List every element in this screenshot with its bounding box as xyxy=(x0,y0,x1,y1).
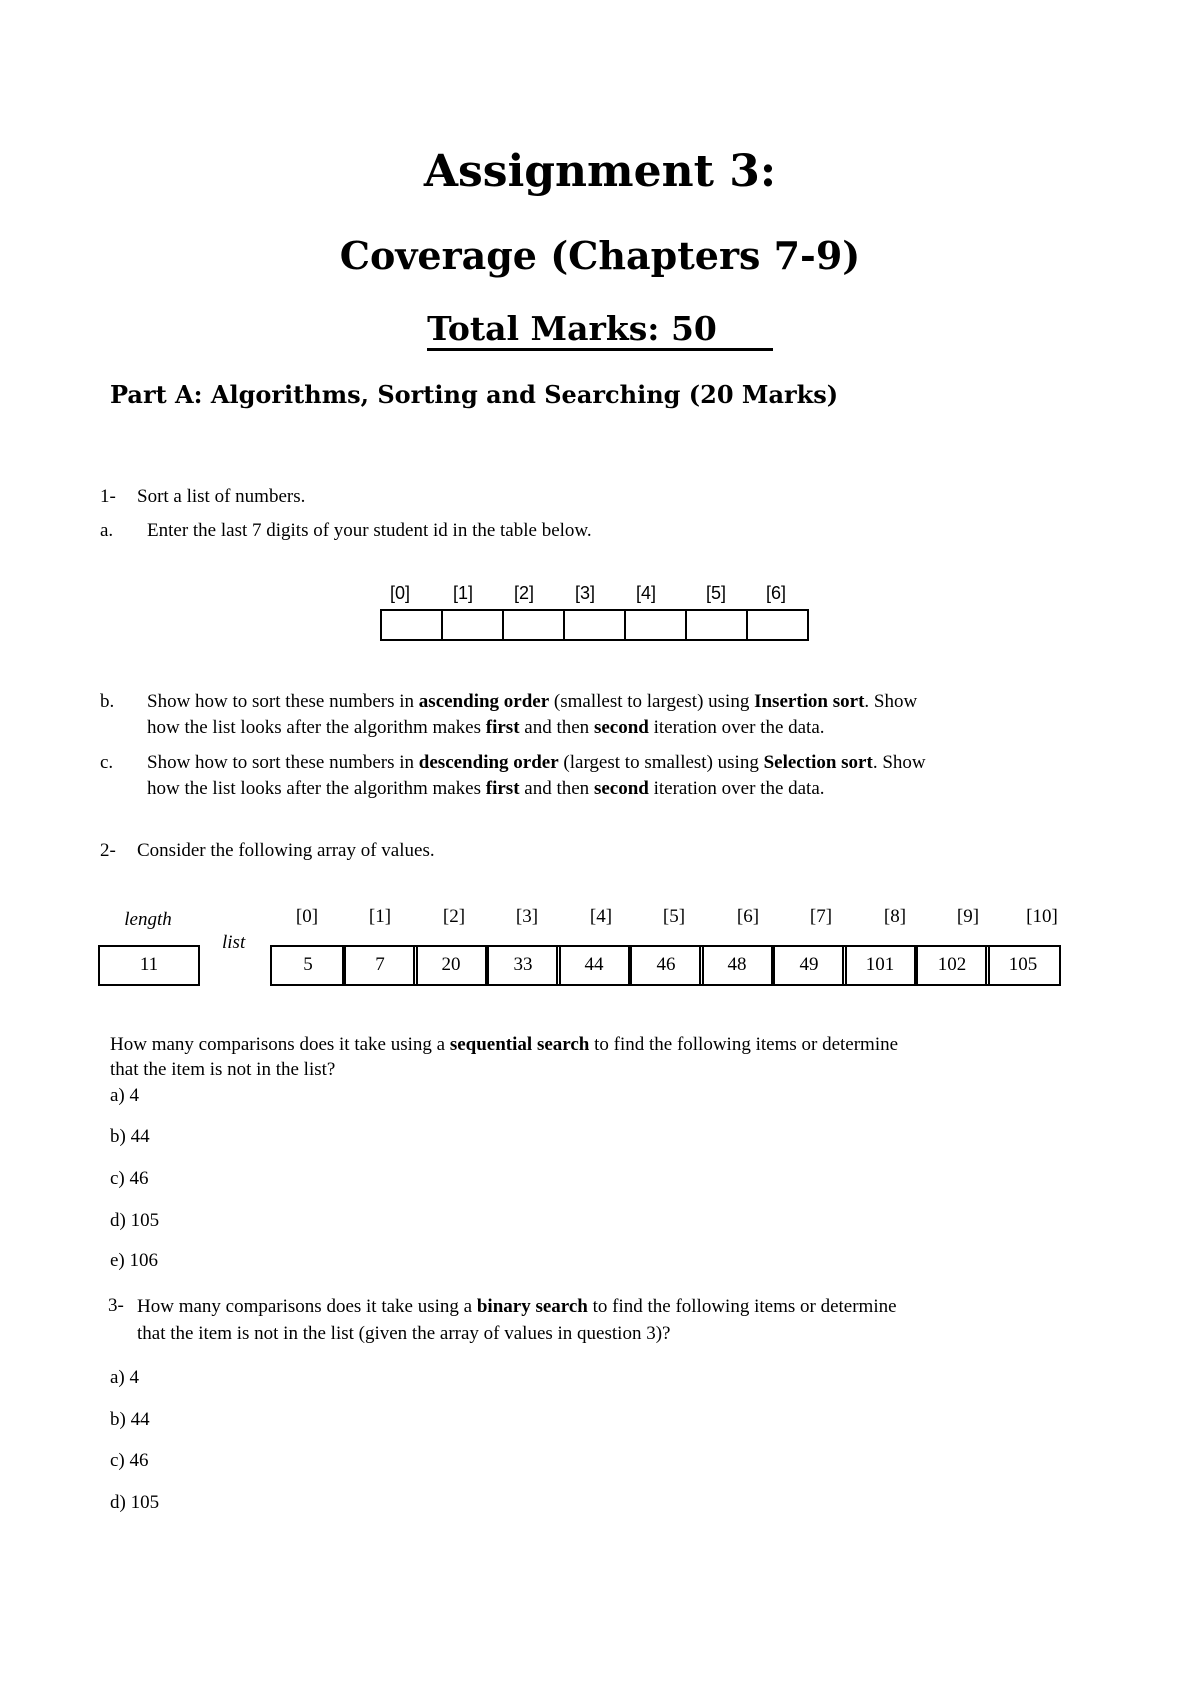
q1c-second: second xyxy=(593,778,649,799)
q2-array-cell: 46 xyxy=(628,945,704,986)
list-label: list xyxy=(222,932,246,953)
q1c-part-2: (largest to smallest) using xyxy=(558,752,764,773)
q2-index-label: [9] xyxy=(956,906,980,927)
student-id-cell[interactable] xyxy=(380,609,443,641)
answer-item: a) 4 xyxy=(110,1085,140,1106)
answer-item: a) 4 xyxy=(110,1367,140,1388)
q3-question-part-2: to find the following items or determine xyxy=(587,1296,897,1317)
student-id-cell[interactable] xyxy=(563,609,626,641)
q1c-part-7: and then xyxy=(519,778,594,799)
answer-item: b) 44 xyxy=(110,1409,150,1430)
q2-array-cell: 105 xyxy=(985,945,1061,986)
q1-text: Sort a list of numbers. xyxy=(137,486,306,507)
q2-question xyxy=(110,1032,1070,1082)
q1b-insertion-sort: Insertion sort xyxy=(754,691,865,712)
answer-item: d) 105 xyxy=(110,1210,160,1231)
total-marks-title xyxy=(0,306,1200,352)
student-id-cell[interactable] xyxy=(624,609,687,641)
q2-array-cell: 48 xyxy=(699,945,775,986)
q1a-label: a. xyxy=(100,520,114,541)
q1b-part-9: iteration over the data. xyxy=(648,717,825,738)
q2-index-label: [3] xyxy=(515,906,539,927)
answer-item: b) 44 xyxy=(110,1126,150,1147)
q1c-part-5: how the list looks after the algorithm makes xyxy=(147,778,486,799)
q1-index-label: [4] xyxy=(635,583,656,603)
q2-array-cell: 7 xyxy=(342,945,418,986)
student-id-cell[interactable] xyxy=(746,609,809,641)
q2-number: 2- xyxy=(100,840,116,861)
q2-array-cell: 44 xyxy=(556,945,632,986)
q2-question-part-2: to find the following items or determine xyxy=(589,1034,899,1055)
q1b-part-0: Show how to sort these numbers in xyxy=(147,691,419,712)
q2-index-label: [6] xyxy=(736,906,760,927)
q1b-part-5: how the list looks after the algorithm makes xyxy=(147,717,486,738)
q2-sequential-search: sequential search xyxy=(449,1034,590,1055)
q1-index-label: [1] xyxy=(452,583,473,603)
answer-item: c) 46 xyxy=(110,1450,149,1471)
q2-index-label: [10] xyxy=(1026,906,1058,927)
q1b-second: second xyxy=(593,717,649,738)
q2-index-label: [8] xyxy=(883,906,907,927)
q1a-text: Enter the last 7 digits of your student id in the table below. xyxy=(147,520,592,541)
coverage-title: Coverage (Chapters 7-9) xyxy=(339,233,861,278)
student-id-cell[interactable] xyxy=(441,609,504,641)
q1c-text xyxy=(147,750,1087,802)
q3-question xyxy=(137,1293,1097,1347)
q2-index-label: [1] xyxy=(368,906,392,927)
q1c-part-0: Show how to sort these numbers in xyxy=(147,752,419,773)
q3-question-part-3: that the item is not in the list (given the array of values in question 3)? xyxy=(137,1323,671,1344)
q1c-part-9: iteration over the data. xyxy=(648,778,825,799)
q2-index-label: [4] xyxy=(589,906,613,927)
length-label: length xyxy=(124,909,172,930)
q1c-part-4: . Show xyxy=(872,752,926,773)
q2-array-cell: 49 xyxy=(771,945,847,986)
q1b-first: first xyxy=(485,717,520,738)
q3-number: 3- xyxy=(108,1295,124,1316)
q1-index-label: [6] xyxy=(765,583,786,603)
q2-index-label: [5] xyxy=(662,906,686,927)
q2-array-cell: 33 xyxy=(485,945,561,986)
q2-index-label: [7] xyxy=(809,906,833,927)
q1-index-label: [3] xyxy=(574,583,595,603)
q1b-text xyxy=(147,689,1087,741)
q2-question-part-0: How many comparisons does it take using a xyxy=(110,1034,450,1055)
answer-item: e) 106 xyxy=(110,1250,159,1271)
q1b-part-7: and then xyxy=(519,717,594,738)
q1b-label: b. xyxy=(100,691,115,712)
q1b-part-2: (smallest to largest) using xyxy=(549,691,755,712)
q2-array-cell: 20 xyxy=(413,945,489,986)
student-id-cell[interactable] xyxy=(502,609,565,641)
q1-index-label: [0] xyxy=(389,583,410,603)
answer-item: c) 46 xyxy=(110,1168,149,1189)
q2-question-part-3: that the item is not in the list? xyxy=(110,1059,336,1080)
answer-item: d) 105 xyxy=(110,1492,160,1513)
q1c-label: c. xyxy=(100,752,114,773)
q1c-first: first xyxy=(485,778,520,799)
q3-question-part-0: How many comparisons does it take using a xyxy=(137,1296,477,1317)
q2-array-cell: 5 xyxy=(270,945,346,986)
q1b-ascending-order: ascending order xyxy=(418,691,550,712)
q3-binary-search: binary search xyxy=(476,1296,588,1317)
q2-index-label: [2] xyxy=(442,906,466,927)
q1c-selection-sort: Selection sort xyxy=(763,752,873,773)
length-value-cell: 11 xyxy=(98,945,200,986)
q2-index-label: [0] xyxy=(295,906,319,927)
q1c-descending-order: descending order xyxy=(418,752,559,773)
q1-number: 1- xyxy=(100,486,116,507)
q1b-part-4: . Show xyxy=(864,691,918,712)
total-marks-text: Total Marks: 50 xyxy=(427,309,773,351)
q2-text: Consider the following array of values. xyxy=(137,840,435,861)
q2-array-cell: 102 xyxy=(914,945,990,986)
student-id-cell[interactable] xyxy=(685,609,748,641)
q2-array-cell: 101 xyxy=(842,945,918,986)
q1-index-label: [2] xyxy=(513,583,534,603)
assignment-title: Assignment 3: xyxy=(423,146,777,197)
part-a-heading: Part A: Algorithms, Sorting and Searching (20 Marks) xyxy=(110,380,839,409)
q1-index-label: [5] xyxy=(705,583,726,603)
